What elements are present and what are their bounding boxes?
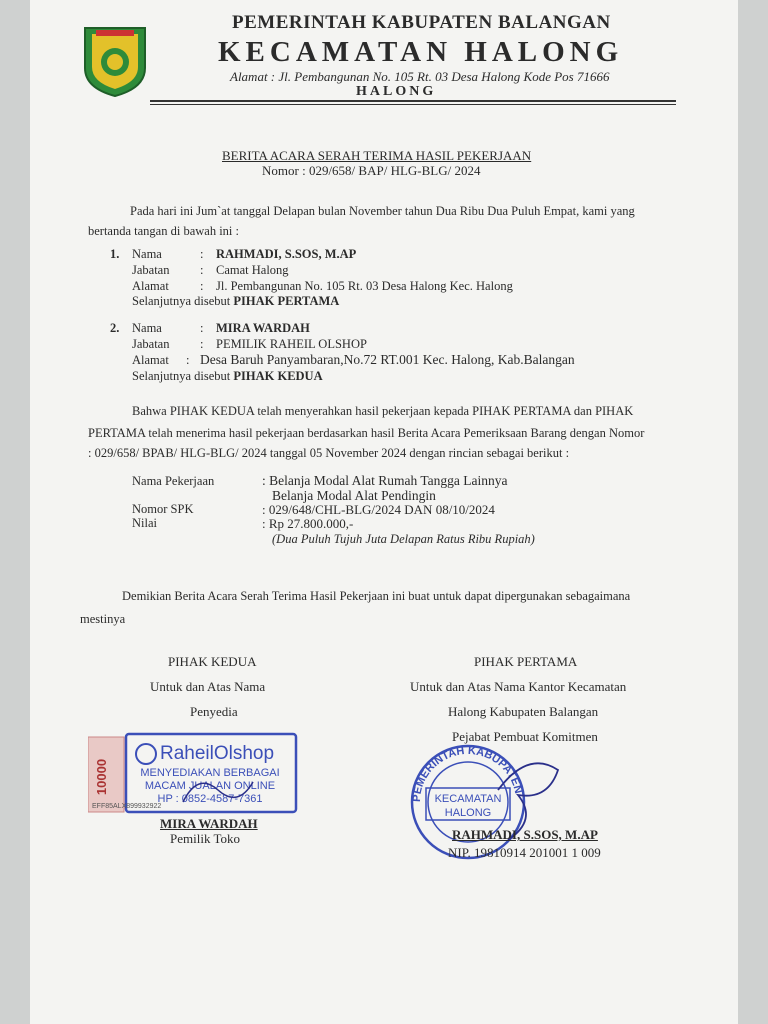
shop-stamp-line1: MENYEDIAKAN BERBAGAI [140,767,280,779]
job-label: Nama Pekerjaan [132,474,215,488]
right-org: Halong Kabupaten Balangan [448,704,599,719]
left-signer-position: Pemilik Toko [170,831,240,846]
left-org: Penyedia [190,704,238,719]
party2-title: PEMILIK RAHEIL OLSHOP [216,337,367,351]
closing-line1: Demikian Berita Acara Serah Terima Hasil Pekerjaan ini buat untuk dapat dipergunakan sebagaimana [122,589,631,603]
party2-address: Desa Baruh Panyambaran,No.72 RT.001 Kec. Halong, Kab.Balangan [200,352,575,367]
meterai-serial: EFF85ALX899932922 [92,803,162,810]
document-number: Nomor : 029/658/ BAP/ HLG-BLG/ 2024 [262,163,481,178]
party2-colon: : [186,353,190,367]
spk-label: Nomor SPK [132,502,194,516]
party2-called-as: PIHAK KEDUA [233,369,323,383]
header-address: Alamat : Jl. Pembangunan No. 105 Rt. 03 Desa Halong Kode Pos 71666 [230,69,610,84]
shop-stamp-phone: HP : 0852-4587-7361 [157,793,263,805]
body-line1: Bahwa PIHAK KEDUA telah menyerahkan hasil pekerjaan kepada PIHAK PERTAMA dan PIHAK [132,404,634,418]
left-role: PIHAK KEDUA [168,654,257,669]
meterai-value: 10000 [94,758,109,796]
party1-name: RAHMADI, S.SOS, M.AP [216,247,357,261]
right-role: PIHAK PERTAMA [474,654,578,669]
party2-called-text: Selanjutnya disebut [132,369,231,383]
header-rule-thin [150,104,676,105]
right-position: Pejabat Pembuat Komitmen [452,729,598,744]
party1-number: 1. [110,247,120,261]
shop-stamp-line2: MACAM JUALAN ONLINE [144,780,276,792]
party1-address-label: Alamat [132,279,169,293]
job-line1: : Belanja Modal Alat Rumah Tangga Lainnya [262,473,508,488]
party2-name: MIRA WARDAH [216,321,310,335]
party1-title-label: Jabatan [132,263,170,277]
party1-address: Jl. Pembangunan No. 105 Rt. 03 Desa Halong Kec. Halong [216,279,513,293]
contract-value: : Rp 27.800.000,- [262,516,354,531]
header-city: HALONG [356,84,437,99]
header-line2: KECAMATAN HALONG [218,36,624,68]
party2-colon: : [200,337,204,351]
round-stamp-inner2: HALONG [444,807,492,819]
party1-name-label: Nama [132,247,162,261]
party2-called [132,369,323,384]
party2-name-label: Nama [132,321,162,335]
party2-colon: : [200,321,204,335]
round-stamp-outer-text: PEMERINTAH KABUPATEN [410,744,525,803]
intro-line1: Pada hari ini Jum`at tanggal Delapan bulan November tahun Dua Ribu Dua Puluh Empat, kami yang [130,204,635,218]
shop-stamp-with-meterai [88,732,298,817]
header-line1: PEMERINTAH KABUPATEN BALANGAN [232,12,611,33]
round-stamp-inner1: KECAMATAN [434,793,502,805]
party1-colon: : [200,263,204,277]
document-title: BERITA ACARA SERAH TERIMA HASIL PEKERJAAN [222,148,532,163]
balangan-emblem-logo [80,20,150,98]
body-line3: : 029/658/ BPAB/ HLG-BLG/ 2024 tanggal 05 November 2024 dengan rincian sebagai berikut : [88,446,570,460]
party1-called [132,294,339,309]
party1-colon: : [200,247,204,261]
shop-stamp-name: RaheilOlshop [160,743,275,764]
spk-value: : 029/648/CHL-BLG/2024 DAN 08/10/2024 [262,502,495,517]
right-signer-nip: NIP. 19810914 201001 1 009 [448,845,601,860]
party2-title-label: Jabatan [132,337,170,351]
party2-number: 2. [110,321,120,335]
left-for: Untuk dan Atas Nama [150,679,266,694]
party2-address-label: Alamat [132,353,169,367]
job-line2: Belanja Modal Alat Pendingin [272,488,436,503]
right-for: Untuk dan Atas Nama Kantor Kecamatan [410,679,627,694]
header-rule [150,100,676,102]
party1-called-as: PIHAK PERTAMA [233,294,340,308]
value-label: Nilai [132,516,157,530]
closing-line2: mestinya [80,612,126,626]
contract-value-words: (Dua Puluh Tujuh Juta Delapan Ratus Ribu Rupiah) [272,532,535,546]
left-signer-name: MIRA WARDAH [160,816,258,831]
body-line2: PERTAMA telah menerima hasil pekerjaan berdasarkan hasil Berita Acara Pemeriksaan Barang dengan Nomor [88,426,645,440]
intro-line2: bertanda tangan di bawah ini : [88,224,239,238]
party1-title: Camat Halong [216,263,289,277]
party1-colon: : [200,279,204,293]
party1-called-text: Selanjutnya disebut [132,294,231,308]
right-signer-name: RAHMADI, S.SOS, M.AP [452,827,598,842]
